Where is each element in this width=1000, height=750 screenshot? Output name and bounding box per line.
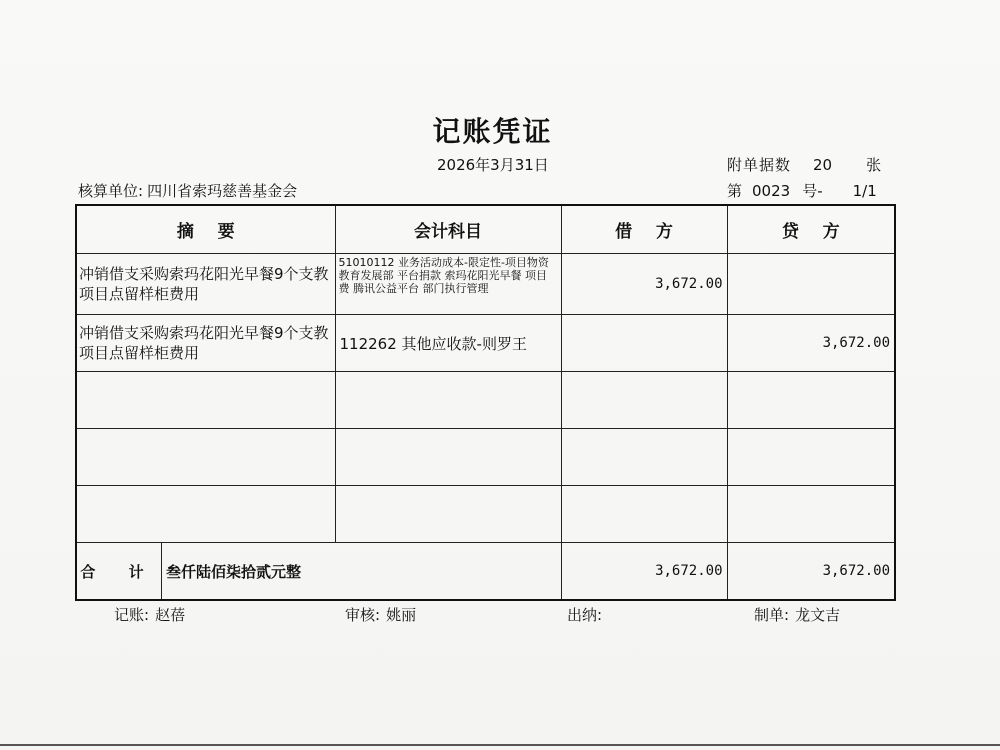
total-credit: 3,672.00	[727, 543, 895, 601]
header-debit: 借 方	[561, 205, 727, 254]
page-edge	[0, 744, 1000, 746]
table-row	[76, 315, 895, 372]
reviewer-value: 姚丽	[386, 606, 417, 624]
empty-row	[76, 429, 895, 486]
row-summary: 冲销借支采购索玛花阳光早餐9个支教项目点留样柜费用	[76, 254, 335, 315]
accounting-unit	[78, 180, 297, 201]
row-credit: 3,672.00	[727, 315, 895, 372]
footer-cashier	[567, 604, 608, 625]
table-header-row	[76, 205, 895, 254]
accounting-unit-value: 四川省索玛慈善基金会	[147, 182, 298, 200]
bookkeeper-label: 记账:	[114, 606, 150, 624]
header-summary: 摘 要	[76, 205, 335, 254]
preparer-label: 制单:	[754, 606, 790, 624]
footer-preparer	[754, 604, 840, 625]
row-debit: 3,672.00	[561, 254, 727, 315]
row-credit	[727, 254, 895, 315]
accounting-unit-label: 核算单位:	[78, 182, 144, 200]
table-row	[76, 254, 895, 315]
attachments-unit: 张	[866, 156, 882, 174]
row-account: 112262 其他应收款-则罗王	[335, 315, 561, 372]
total-label: 合 计	[77, 543, 162, 599]
attachments-count: 20	[813, 156, 833, 174]
voucher-table	[75, 204, 896, 601]
footer-reviewer	[345, 604, 416, 625]
total-amount-words: 叁仟陆佰柒拾贰元整	[166, 562, 302, 581]
preparer-value: 龙文吉	[795, 606, 841, 624]
reviewer-label: 审核:	[345, 606, 381, 624]
attachments-info	[727, 154, 881, 175]
cashier-label: 出纳:	[567, 606, 603, 624]
total-row	[76, 543, 895, 601]
empty-row	[76, 486, 895, 543]
attachments-label: 附单据数	[727, 156, 792, 174]
row-summary: 冲销借支采购索玛花阳光早餐9个支教项目点留样柜费用	[76, 315, 335, 372]
voucher-date: 2026年3月31日	[437, 156, 549, 174]
header-credit: 贷 方	[727, 205, 895, 254]
bookkeeper-value: 赵蓓	[155, 606, 186, 624]
voucher-number	[727, 180, 877, 201]
header-account: 会计科目	[335, 205, 561, 254]
voucher-number-suffix: 号-	[802, 182, 823, 200]
footer-bookkeeper	[114, 604, 185, 625]
voucher-number-prefix: 第	[727, 182, 743, 200]
row-account: 51010112 业务活动成本-限定性-项目物资 教育发展部 平台捐款 索玛花阳光早餐 项目费 腾讯公益平台 部门执行管理	[335, 254, 561, 315]
voucher-number-value: 0023	[752, 182, 791, 200]
voucher-title: 记账凭证	[432, 115, 553, 148]
empty-row	[76, 372, 895, 429]
row-debit	[561, 315, 727, 372]
voucher-page-count: 1/1	[852, 182, 877, 200]
total-debit: 3,672.00	[561, 543, 727, 601]
